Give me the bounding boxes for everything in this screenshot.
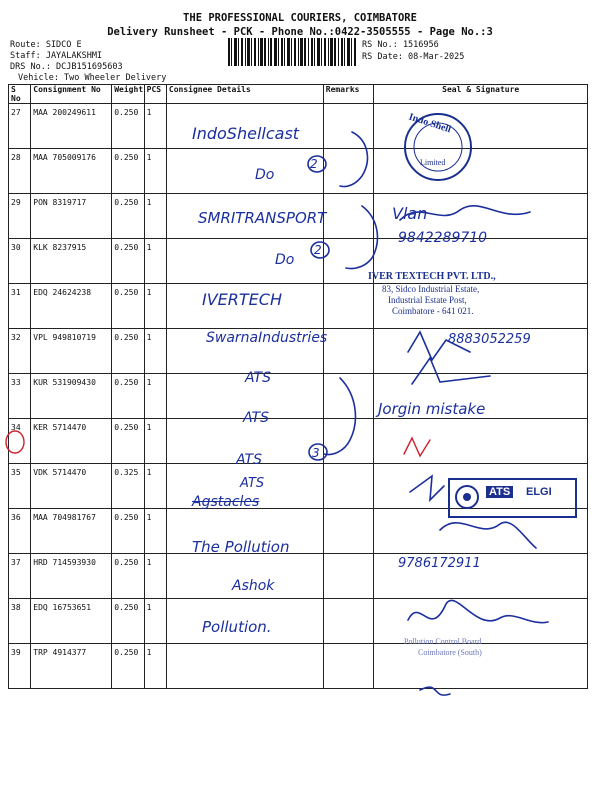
cell-consignment-no: MAA 705009176 — [31, 149, 112, 194]
handwritten-consignee-36: ATS — [240, 476, 265, 491]
bracket-stroke-29-30 — [346, 206, 377, 269]
cell-sno: 27 — [9, 104, 31, 149]
bracket-stroke-27-28 — [340, 132, 367, 187]
cell-sno: 29 — [9, 194, 31, 239]
handwritten-circled-30: 2 — [314, 243, 322, 257]
handwritten-consignee-28: Do — [255, 167, 275, 183]
cell-consignment-no: KER 5714470 — [31, 419, 112, 464]
signature-scribble-32 — [408, 332, 470, 360]
handwritten-consignee-30: Do — [275, 252, 295, 268]
cell-weight: 0.250 — [112, 284, 144, 329]
staff-label: Staff: JAYALAKSHMI — [10, 51, 103, 61]
cell-consignment-no: MAA 704981767 — [31, 509, 112, 554]
cell-weight: 0.250 — [112, 374, 144, 419]
ivertech-stamp-name: IVER TEXTECH PVT. LTD., — [368, 271, 496, 282]
header-sno: S No — [9, 85, 31, 104]
cell-sno: 36 — [9, 509, 31, 554]
circle-mark-35 — [309, 444, 327, 460]
cell-consignment-no: TRP 4914377 — [31, 644, 112, 689]
pollution-stamp-line2: Coimbatore (South) — [418, 648, 482, 657]
bracket-stroke-33-35 — [324, 378, 355, 454]
signature-phone-38: 9786172911 — [398, 556, 481, 571]
cell-weight: 0.250 — [112, 239, 144, 284]
red-circle-mark-35 — [6, 431, 24, 453]
ivertech-stamp-line3: Coimbatore - 641 021. — [392, 306, 474, 316]
signature-scribble-37 — [440, 522, 536, 548]
handwritten-consignee-34: ATS — [243, 410, 269, 426]
cell-consignment-no: VPL 949810719 — [31, 329, 112, 374]
handwritten-consignee-37: The Pollution — [192, 538, 290, 556]
header-seal: Seal & Signature — [374, 85, 588, 104]
cell-sno: 30 — [9, 239, 31, 284]
cell-weight: 0.325 — [112, 464, 144, 509]
cell-pcs: 1 — [144, 599, 166, 644]
cell-consignment-no: MAA 200249611 — [31, 104, 112, 149]
cell-sno: 31 — [9, 284, 31, 329]
cell-sno: 28 — [9, 149, 31, 194]
handwritten-consignee-32: SwarnaIndustries — [206, 330, 328, 346]
handwritten-consignee-33: ATS — [245, 370, 271, 386]
cell-consignment-no: KLK 8237915 — [31, 239, 112, 284]
cell-consignment-no: VDK 5714470 — [31, 464, 112, 509]
cell-consignment-no: HRD 714593930 — [31, 554, 112, 599]
signature-scribble-bottom — [420, 687, 450, 695]
company-title: THE PROFESSIONAL COURIERS, COIMBATORE — [183, 12, 417, 24]
signature-scribble-39 — [408, 600, 548, 622]
cell-consignment-no: EDQ 24624238 — [31, 284, 112, 329]
cell-pcs: 1 — [144, 509, 166, 554]
cell-sno: 33 — [9, 374, 31, 419]
circle-mark-30 — [311, 242, 329, 258]
cell-pcs: 1 — [144, 329, 166, 374]
cell-weight: 0.250 — [112, 194, 144, 239]
handwritten-consignee-35: ATS — [236, 452, 262, 468]
handwritten-circled-35: 3 — [312, 446, 320, 460]
signature-scribble-30 — [400, 206, 530, 220]
handwritten-consignee-38: Ashok — [232, 578, 275, 594]
cell-sno: 38 — [9, 599, 31, 644]
signature-phone-32: 8883052259 — [448, 332, 531, 347]
ivertech-stamp-line2: Industrial Estate Post, — [388, 295, 467, 305]
signature-name-30: Vlan — [392, 204, 428, 223]
signature-scribble-36 — [410, 476, 444, 500]
header-pcs: PCS — [144, 85, 166, 104]
pollution-stamp-line1: Pollution Control Board — [404, 637, 482, 646]
handwritten-consignee-39: Pollution. — [202, 618, 272, 636]
cell-sno: 34 — [9, 419, 31, 464]
cell-pcs: 1 — [144, 194, 166, 239]
cell-weight: 0.250 — [112, 329, 144, 374]
runsheet-subtitle: Delivery Runsheet - PCK - Phone No.:0422-3505555 - Page No.:3 — [107, 26, 493, 38]
drs-number: DRS No.: DCJB151695603 — [10, 62, 123, 72]
signature-phone-30: 9842289710 — [398, 230, 488, 246]
indo-shell-stamp-name: Indo Shell — [407, 111, 453, 136]
cell-weight: 0.250 — [112, 644, 144, 689]
cell-pcs: 1 — [144, 239, 166, 284]
cell-sno: 37 — [9, 554, 31, 599]
cell-consignment-no: PON 8319717 — [31, 194, 112, 239]
cell-pcs: 1 — [144, 149, 166, 194]
cell-sno: 39 — [9, 644, 31, 689]
cell-pcs: 1 — [144, 374, 166, 419]
handwritten-consignee-27: IndoShellcast — [192, 124, 300, 143]
route-label: Route: SIDCO E — [10, 40, 82, 50]
indo-shell-stamp-sub: Limited — [420, 158, 446, 167]
cell-pcs: 1 — [144, 554, 166, 599]
cell-sno: 35 — [9, 464, 31, 509]
ivertech-stamp-line1: 83, Sidco Industrial Estate, — [382, 284, 480, 294]
cell-pcs: 1 — [144, 104, 166, 149]
cell-pcs: 1 — [144, 644, 166, 689]
header-weight: Weight — [112, 85, 144, 104]
rs-number: RS No.: 1516956 — [362, 40, 439, 50]
handwritten-consignee-31: IVERTECH — [202, 290, 282, 309]
cell-weight: 0.250 — [112, 104, 144, 149]
cell-weight: 0.250 — [112, 554, 144, 599]
header-consignment: Consignment No — [31, 85, 112, 104]
cell-consignment-no: EDQ 16753651 — [31, 599, 112, 644]
cell-sno: 32 — [9, 329, 31, 374]
header-consignee: Consignee Details — [166, 85, 323, 104]
cell-pcs: 1 — [144, 464, 166, 509]
circle-mark-28 — [308, 156, 326, 172]
remark-note-34: Jorgin mistake — [378, 400, 486, 418]
handwritten-consignee-36-struck: Agstacles — [192, 494, 260, 510]
header-remarks: Remarks — [323, 85, 374, 104]
elgi-logo: ELGI — [526, 486, 552, 498]
signature-scribble-33 — [412, 358, 490, 384]
handwritten-consignee-29: SMRITRANSPORT — [198, 209, 327, 227]
red-scribble-35 — [404, 438, 430, 456]
cell-weight: 0.250 — [112, 419, 144, 464]
cell-weight: 0.250 — [112, 509, 144, 554]
ats-logo: ATS — [486, 486, 513, 498]
handwritten-circled-28: 2 — [310, 157, 318, 171]
cell-pcs: 1 — [144, 419, 166, 464]
cell-weight: 0.250 — [112, 149, 144, 194]
rs-date: RS Date: 08-Mar-2025 — [362, 52, 465, 62]
cell-pcs: 1 — [144, 284, 166, 329]
cell-consignment-no: KUR 531909430 — [31, 374, 112, 419]
vehicle-label: Vehicle: Two Wheeler Delivery — [18, 73, 167, 83]
cell-weight: 0.250 — [112, 599, 144, 644]
